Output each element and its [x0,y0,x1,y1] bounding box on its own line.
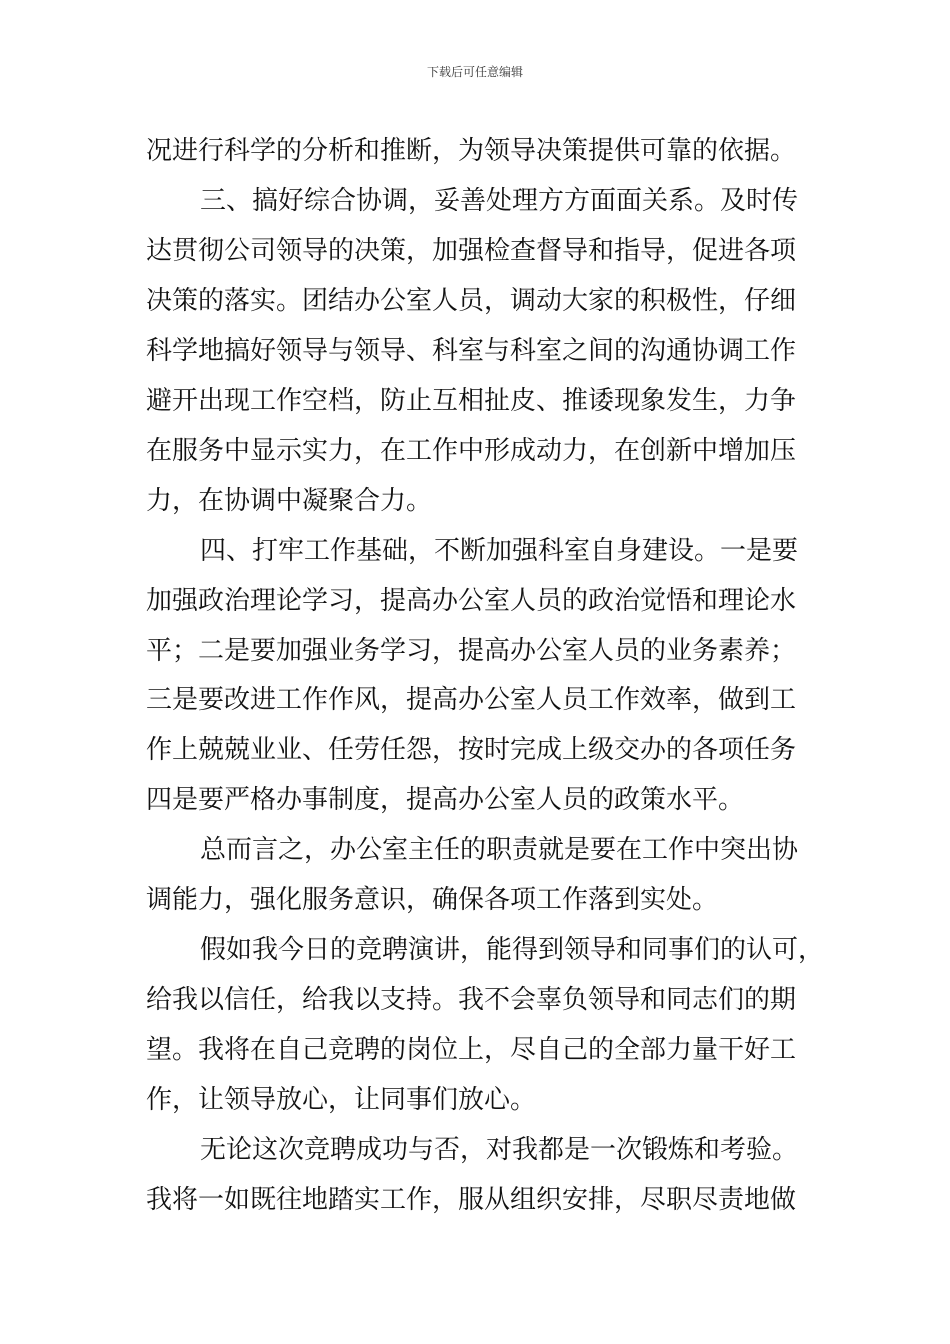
text-line: 决策的落实。团结办公室人员，调动大家的积极性，仔细 [146,286,797,316]
page-header: 下载后可任意编辑 [426,65,523,79]
text-line: 我将一如既往地踏实工作，服从组织安排，尽职尽责地做 [146,1185,797,1215]
text-line: 调能力，强化服务意识，确保各项工作落到实处。 [146,885,719,915]
text-line: 无论这次竞聘成功与否，对我都是一次锻炼和考验。 [200,1135,799,1165]
text-line: 科学地搞好领导与领导、科室与科室之间的沟通协调工作 [146,336,797,366]
text-line: 总而言之，办公室主任的职责就是要在工作中突出协 [200,835,799,865]
text-line: 平；二是要加强业务学习，提高办公室人员的业务素养； [146,636,797,666]
text-line: 三是要改进工作作风，提高办公室人员工作效率，做到工 [146,685,797,715]
text-line: 四、打牢工作基础，不断加强科室自身建设。一是要 [200,536,799,566]
text-line: 在服务中显示实力，在工作中形成动力，在创新中增加压 [146,436,797,466]
text-line: 避开出现工作空档，防止互相扯皮、推诿现象发生，力争 [146,386,797,416]
text-line: 力，在协调中凝聚合力。 [146,486,433,516]
text-line: 三、搞好综合协调，妥善处理方方面面关系。及时传 [200,186,799,216]
text-line: 望。我将在自己竞聘的岗位上，尽自己的全部力量干好工 [146,1035,797,1065]
text-line: 给我以信任，给我以支持。我不会辜负领导和同志们的期 [146,985,797,1015]
text-line: 加强政治理论学习，提高办公室人员的政治觉悟和理论水 [146,586,797,616]
text-line: 达贯彻公司领导的决策，加强检查督导和指导，促进各项 [146,236,797,266]
text-line: 作，让领导放心，让同事们放心。 [146,1085,537,1115]
text-line: 假如我今日的竞聘演讲，能得到领导和同事们的认可， [200,935,825,965]
text-line: 四是要严格办事制度，提高办公室人员的政策水平。 [146,785,745,815]
text-line: 况进行科学的分析和推断，为领导决策提供可靠的依据。 [146,136,797,166]
text-line: 作上兢兢业业、任劳任怨，按时完成上级交办的各项任务 [146,735,797,765]
